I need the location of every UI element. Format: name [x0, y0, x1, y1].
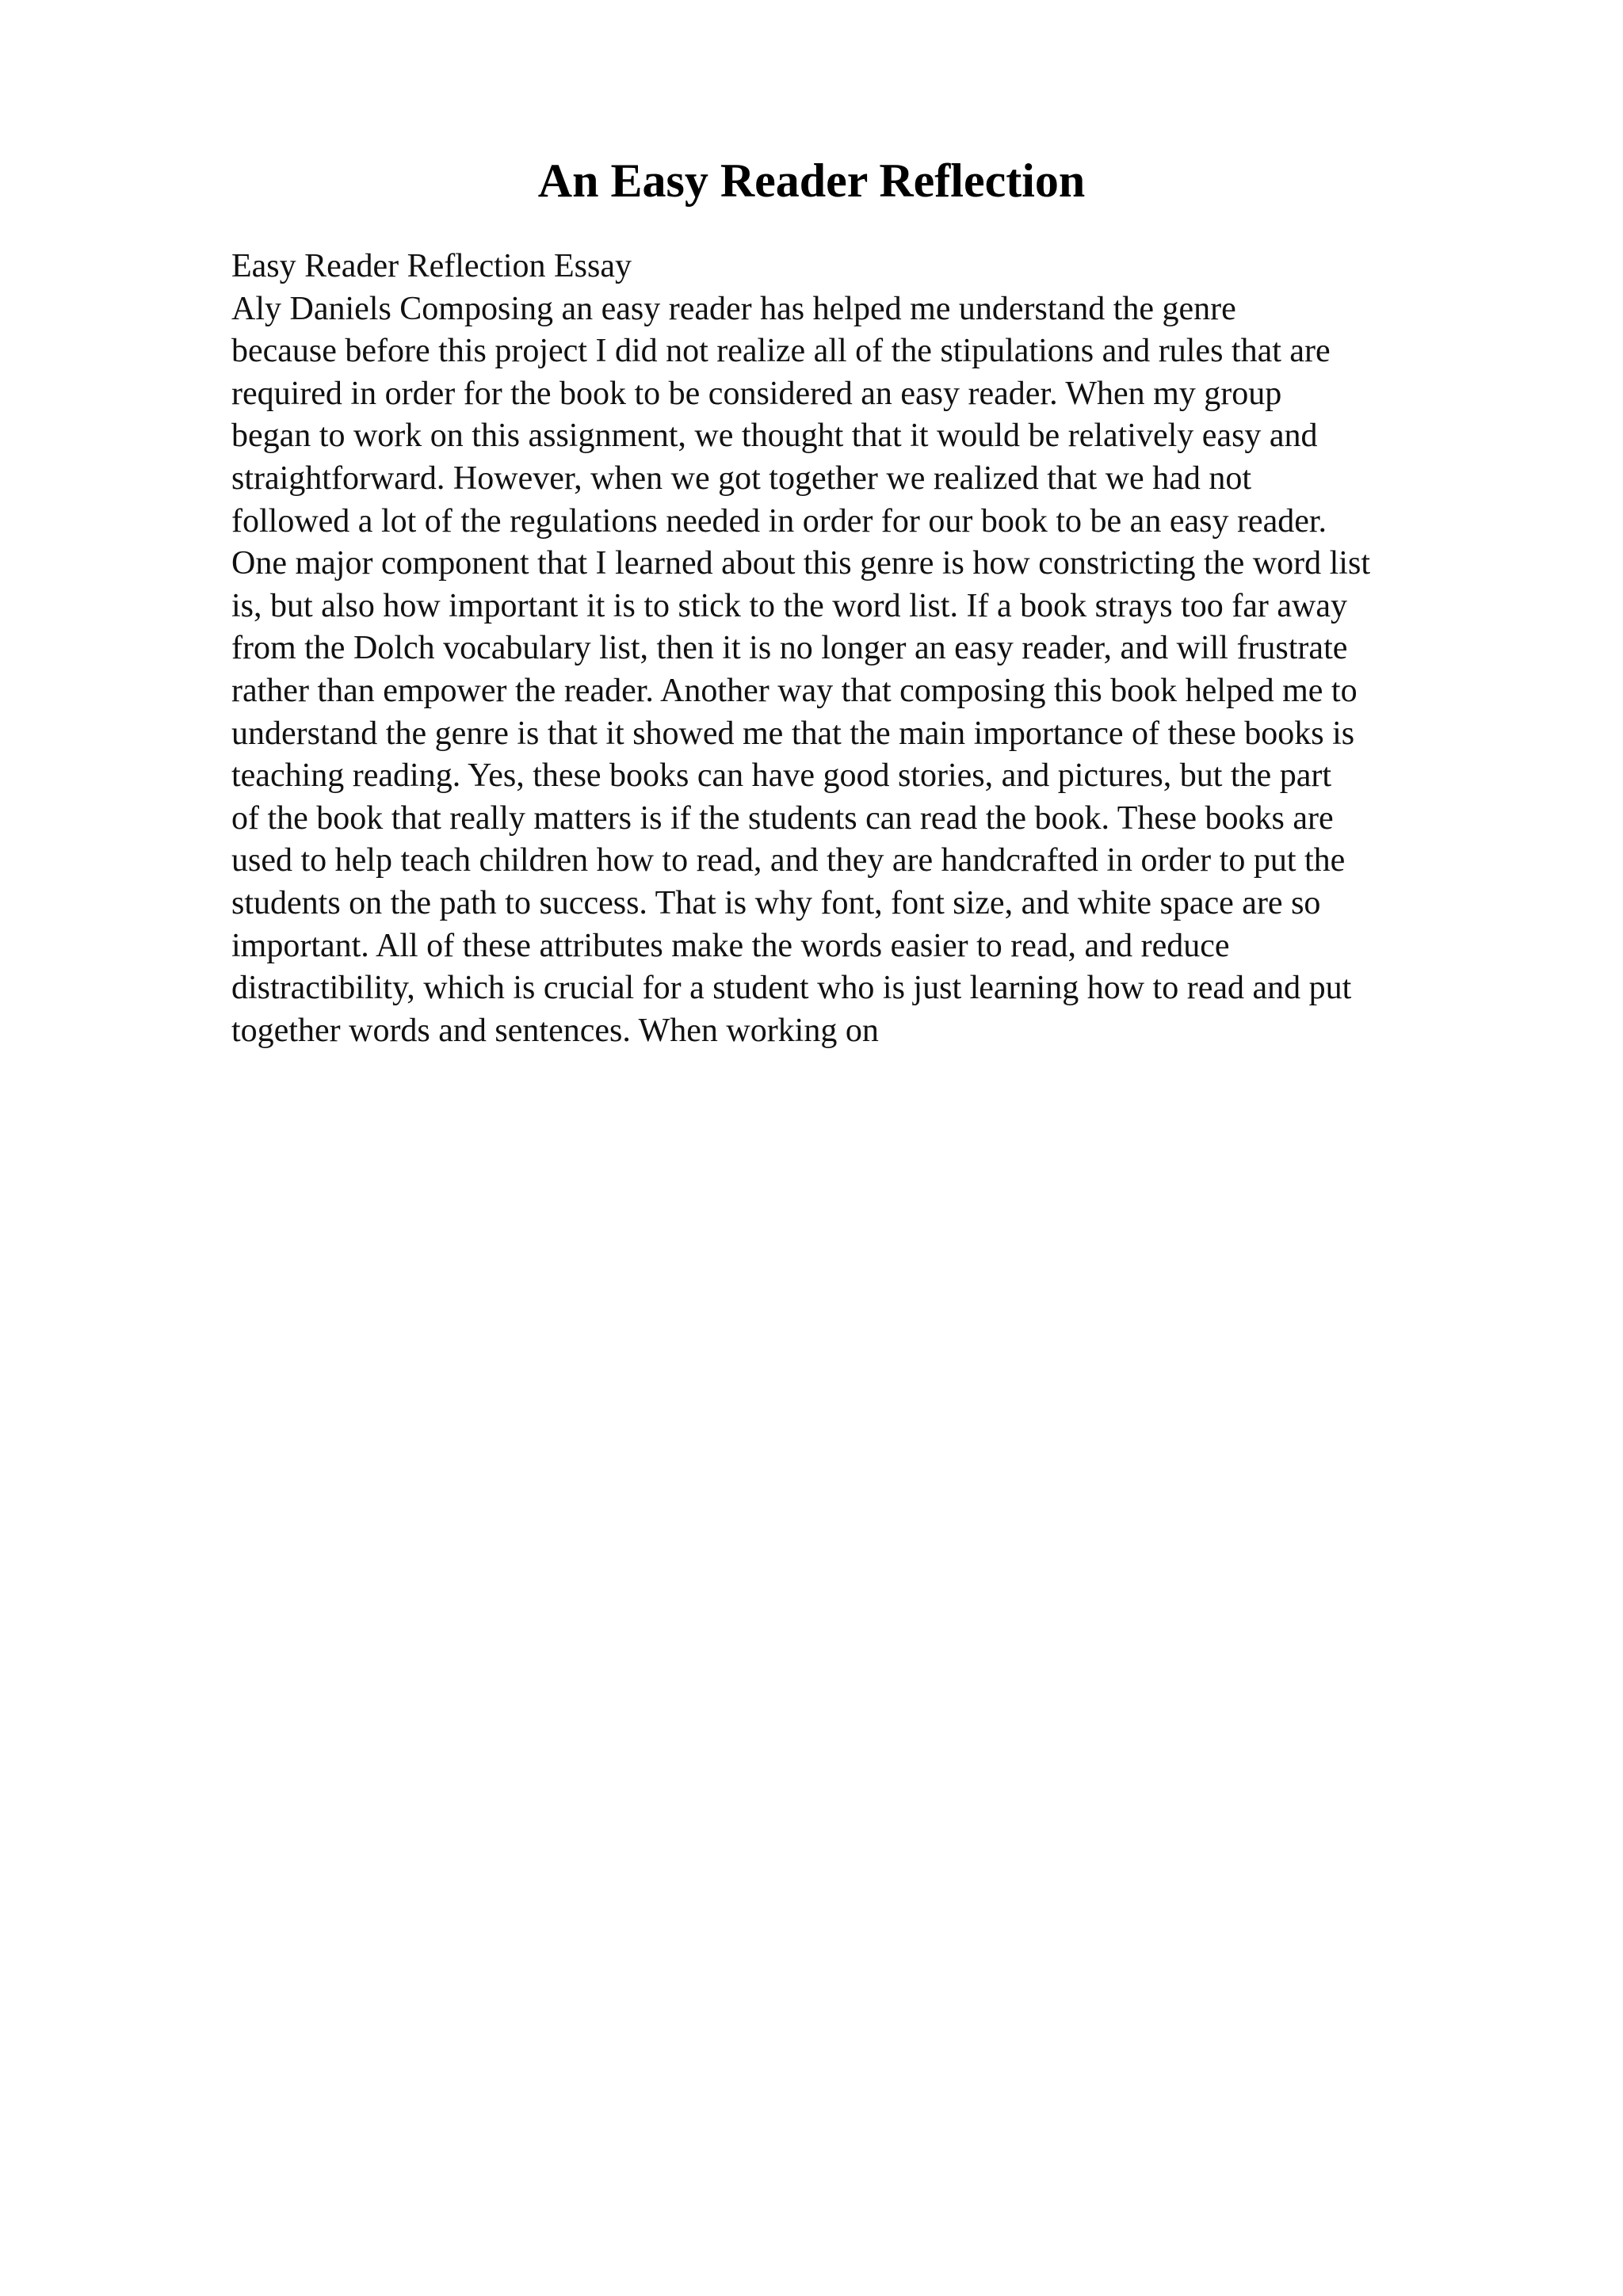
- body-line: understand the genre is that it showed me that the main importance of these books is: [231, 715, 1355, 752]
- body-line: rather than empower the reader. Another way that composing this book helped me to: [231, 672, 1358, 709]
- body-line: began to work on this assignment, we thought that it would be relatively easy and: [231, 418, 1318, 455]
- body-line: teaching reading. Yes, these books can have good stories, and pictures, but the part: [231, 757, 1331, 795]
- body-line: of the book that really matters is if the students can read the book. These books are: [231, 799, 1334, 837]
- body-line: important. All of these attributes make the words easier to read, and reduce: [231, 927, 1230, 964]
- body-line: Aly Daniels Composing an easy reader has helped me understand the genre: [231, 290, 1236, 327]
- body-line: straightforward. However, when we got together we realized that we had not: [231, 460, 1252, 497]
- body-line: together words and sentences. When working on: [231, 1012, 879, 1049]
- body-line: used to help teach children how to read, and they are handcrafted in order to put the: [231, 842, 1346, 879]
- body-line: followed a lot of the regulations needed in order for our book to be an easy reader.: [231, 502, 1327, 540]
- body-line: students on the path to success. That is why font, font size, and white space are so: [231, 884, 1321, 921]
- body-line: is, but also how important it is to stick to the word list. If a book strays too far away: [231, 587, 1347, 624]
- body-line: required in order for the book to be considered an easy reader. When my group: [231, 375, 1282, 412]
- body-line: One major component that I learned about this genre is how constricting the word list: [231, 545, 1370, 582]
- body-line: from the Dolch vocabulary list, then it is no longer an easy reader, and will frustrate: [231, 630, 1348, 667]
- document-title: An Easy Reader Reflection: [537, 154, 1086, 207]
- essay-subtitle: Easy Reader Reflection Essay: [231, 248, 632, 284]
- body-line: because before this project I did not realize all of the stipulations and rules that are: [231, 333, 1331, 370]
- essay-body: [231, 246, 1499, 1052]
- body-line: distractibility, which is crucial for a student who is just learning how to read and put: [231, 970, 1352, 1007]
